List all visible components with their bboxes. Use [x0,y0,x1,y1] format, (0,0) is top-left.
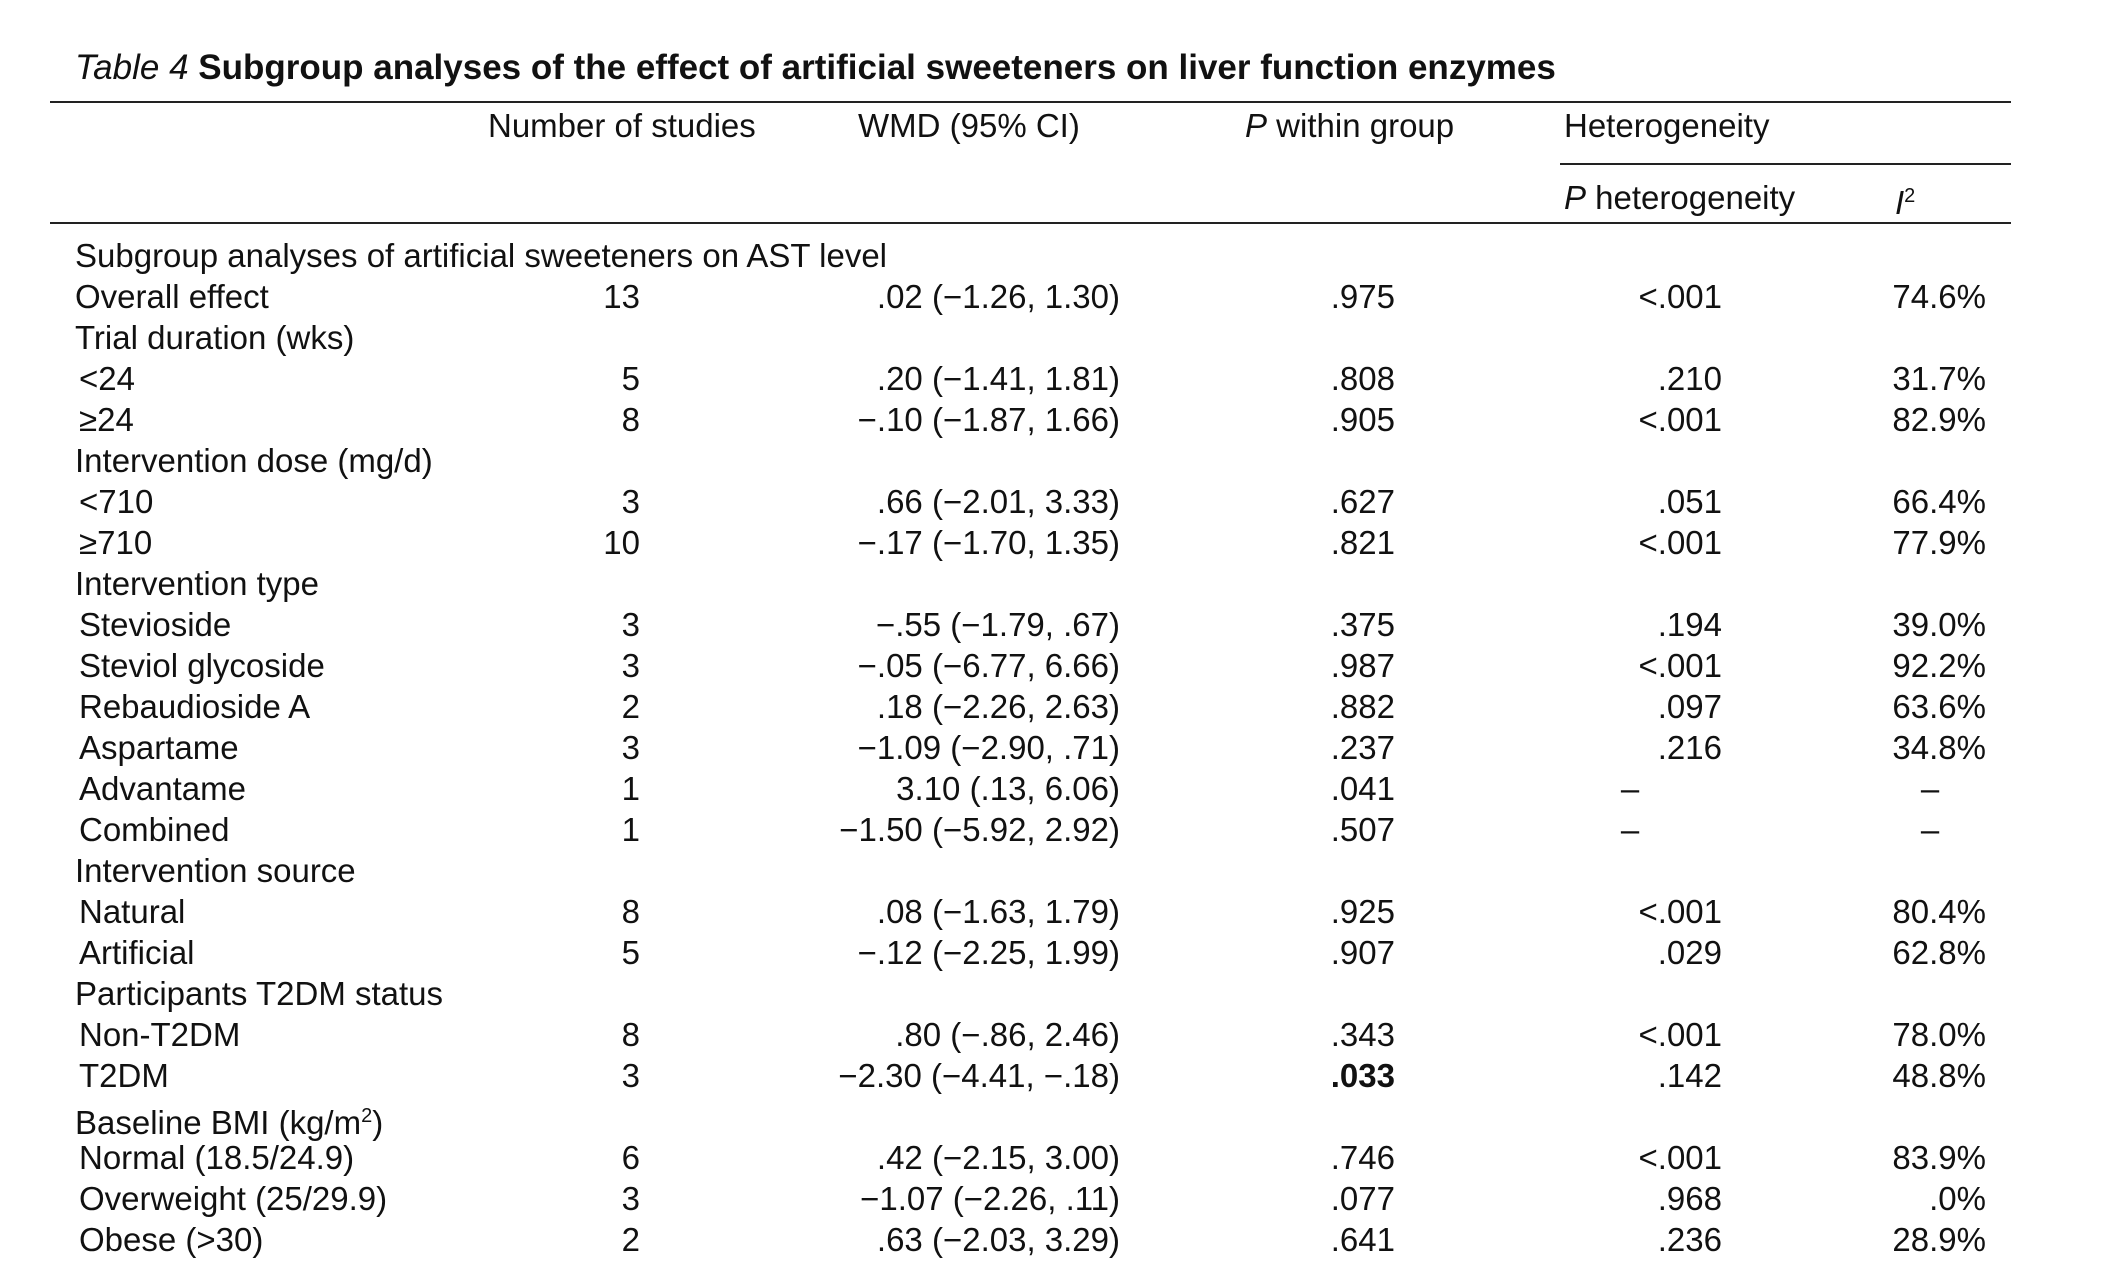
table-label: Table 4 [75,48,189,87]
cell-i2: 39.0% [1892,606,1986,643]
cell-number-of-studies: 3 [621,647,640,684]
table-row [0,645,2111,686]
cell-number-of-studies: 8 [621,1016,640,1053]
cell-wmd: .08 (−1.63, 1.79) [876,893,1120,930]
row-label-text: Overweight (25/29.9) [79,1180,388,1217]
cell-p-within: .375 [1330,606,1395,643]
header-wmd: WMD (95% CI) [858,107,1080,144]
table-title-text: Subgroup analyses of the effect of artificial sweeteners on liver function enzymes [198,48,1556,87]
cell-p-heterogeneity: .051 [1657,483,1722,520]
row-label-text: Intervention dose (mg/d) [75,442,433,479]
cell-p-within: .882 [1330,688,1395,725]
table-group-row [0,850,2111,891]
cell-p-within: .987 [1330,647,1395,684]
table-group-row [0,563,2111,604]
cell-p-heterogeneity: .194 [1657,606,1722,643]
table-row [0,1137,2111,1178]
cell-p-heterogeneity: .236 [1657,1221,1722,1258]
row-label-text: Trial duration (wks) [75,319,355,356]
header-heterogeneity: Heterogeneity [1564,107,1770,144]
cell-wmd: .20 (−1.41, 1.81) [876,360,1120,397]
table-row [0,686,2111,727]
header-i2 [1895,176,1915,223]
cell-p-within: .077 [1330,1180,1395,1217]
cell-p-heterogeneity: <.001 [1638,278,1722,315]
row-label [79,809,229,850]
cell-p-within: .237 [1330,729,1395,766]
table-body [0,235,2111,1260]
row-label-text: Subgroup analyses of artificial sweeteners on AST level [75,237,888,274]
cell-wmd: .63 (−2.03, 3.29) [876,1221,1120,1258]
table-row [0,891,2111,932]
row-label-text: T2DM [79,1057,169,1094]
cell-wmd: −1.07 (−2.26, .11) [860,1180,1120,1217]
header-p-het-text: heterogeneity [1586,179,1796,216]
top-rule [50,101,2011,103]
row-label [79,1178,387,1219]
cell-p-heterogeneity: <.001 [1638,1016,1722,1053]
header-studies: Number of studies [488,107,756,144]
cell-wmd: .02 (−1.26, 1.30) [876,278,1120,315]
row-label [75,1096,383,1143]
table-title [75,44,1556,92]
row-label [79,645,325,686]
cell-number-of-studies: 8 [621,893,640,930]
cell-wmd: .80 (−.86, 2.46) [895,1016,1120,1053]
cell-number-of-studies: 3 [621,1180,640,1217]
cell-wmd: −1.50 (−5.92, 2.92) [839,811,1120,848]
header-p-within-p: P [1245,107,1268,144]
header-p-within-text: within group [1267,107,1455,144]
table-row [0,768,2111,809]
cell-wmd: −.05 (−6.77, 6.66) [857,647,1120,684]
row-label-text: Normal (18.5/24.9) [79,1139,355,1176]
cell-i2: 92.2% [1892,647,1986,684]
cell-p-within: .033 [1330,1057,1395,1094]
table-row [0,604,2111,645]
cell-i2: 80.4% [1892,893,1986,930]
table-group-row [0,317,2111,358]
table-row [0,358,2111,399]
cell-wmd: .42 (−2.15, 3.00) [876,1139,1120,1176]
cell-p-within: .925 [1330,893,1395,930]
row-label-text: Baseline BMI (kg/m [75,1104,362,1141]
cell-p-within: .907 [1330,934,1395,971]
cell-i2: – [1920,811,1940,848]
row-label [79,604,231,645]
cell-i2: 83.9% [1892,1139,1986,1176]
cell-p-heterogeneity: – [1620,811,1640,848]
cell-wmd: −.12 (−2.25, 1.99) [857,934,1120,971]
row-label [79,1014,240,1055]
row-label-text: ≥710 [79,524,153,561]
cell-p-within: .627 [1330,483,1395,520]
cell-p-heterogeneity: <.001 [1638,1139,1722,1176]
row-label [79,1137,354,1178]
cell-i2: 62.8% [1892,934,1986,971]
cell-i2: .0% [1929,1180,1986,1217]
header-i2-i: I [1895,184,1905,221]
row-label-text: Steviol glycoside [79,647,325,684]
cell-i2: 34.8% [1892,729,1986,766]
row-label-text: Stevioside [79,606,232,643]
row-label [75,440,433,481]
row-label-text: Intervention source [75,852,356,889]
cell-p-heterogeneity: .216 [1657,729,1722,766]
row-label [79,481,153,522]
cell-p-heterogeneity: .968 [1657,1180,1722,1217]
cell-p-within: .821 [1330,524,1395,561]
cell-p-within: .507 [1330,811,1395,848]
cell-wmd: −1.09 (−2.90, .71) [857,729,1120,766]
row-label [79,522,152,563]
row-label [75,317,354,358]
cell-p-within: .641 [1330,1221,1395,1258]
cell-i2: – [1920,770,1940,807]
cell-p-heterogeneity: <.001 [1638,893,1722,930]
row-label-text: Intervention type [75,565,319,602]
cell-p-within: .975 [1330,278,1395,315]
cell-number-of-studies: 3 [621,1057,640,1094]
cell-wmd: −2.30 (−4.41, −.18) [838,1057,1120,1094]
table-row [0,809,2111,850]
table-group-row [0,235,2111,276]
cell-wmd: 3.10 (.13, 6.06) [896,770,1120,807]
table-row [0,1055,2111,1096]
cell-number-of-studies: 5 [621,934,640,971]
row-label [75,276,269,317]
cell-p-heterogeneity: .210 [1657,360,1722,397]
header-i2-sup: 2 [1904,185,1916,207]
heterogeneity-rule [1560,163,2011,165]
row-label [79,727,239,768]
table-group-row [0,440,2111,481]
table-row [0,522,2111,563]
row-label-text: Advantame [79,770,246,807]
cell-wmd: .66 (−2.01, 3.33) [876,483,1120,520]
cell-number-of-studies: 3 [621,483,640,520]
row-label-text: Natural [79,893,186,930]
cell-number-of-studies: 10 [603,524,640,561]
table-row [0,932,2111,973]
row-label-text: Aspartame [79,729,239,766]
row-label-text: Rebaudioside A [79,688,311,725]
cell-p-heterogeneity: – [1620,770,1640,807]
cell-wmd: −.55 (−1.79, .67) [875,606,1120,643]
row-label [79,1055,169,1096]
cell-wmd: .18 (−2.26, 2.63) [876,688,1120,725]
cell-p-within: .808 [1330,360,1395,397]
row-label-text: Participants T2DM status [75,975,444,1012]
cell-p-heterogeneity: <.001 [1638,647,1722,684]
cell-i2: 82.9% [1892,401,1986,438]
table-group-row [0,1096,2111,1141]
row-label-text: ≥24 [79,401,134,438]
row-label [79,1219,263,1260]
row-label [79,768,246,809]
cell-number-of-studies: 5 [621,360,640,397]
table-row [0,481,2111,522]
table-group-row [0,973,2111,1014]
header-p-het-p: P [1564,179,1587,216]
cell-number-of-studies: 1 [621,811,640,848]
cell-number-of-studies: 1 [621,770,640,807]
cell-number-of-studies: 8 [621,401,640,438]
cell-p-within: .905 [1330,401,1395,438]
row-label [75,973,443,1014]
header-bottom-rule [50,222,2011,224]
cell-p-within: .343 [1330,1016,1395,1053]
table-row [0,1178,2111,1219]
cell-wmd: −.17 (−1.70, 1.35) [857,524,1120,561]
cell-number-of-studies: 3 [621,606,640,643]
table-row [0,399,2111,440]
table-row [0,1014,2111,1055]
row-label-after: ) [372,1104,384,1141]
row-label [79,932,195,973]
table-row [0,276,2111,317]
header-p-within [1245,106,1454,146]
cell-i2: 66.4% [1892,483,1986,520]
table-row [0,1219,2111,1260]
cell-number-of-studies: 13 [603,278,640,315]
row-label-sup: 2 [361,1105,373,1127]
cell-i2: 63.6% [1892,688,1986,725]
row-label [75,850,356,891]
row-label-text: Overall effect [75,278,269,315]
cell-i2: 74.6% [1892,278,1986,315]
row-label-text: Obese (>30) [79,1221,264,1258]
cell-number-of-studies: 6 [621,1139,640,1176]
cell-number-of-studies: 3 [621,729,640,766]
cell-i2: 78.0% [1892,1016,1986,1053]
row-label [75,235,887,276]
cell-i2: 31.7% [1892,360,1986,397]
row-label-text: Combined [79,811,230,848]
table-row [0,727,2111,768]
cell-wmd: −.10 (−1.87, 1.66) [857,401,1120,438]
row-label-text: Artificial [79,934,195,971]
cell-i2: 28.9% [1892,1221,1986,1258]
cell-p-heterogeneity: .142 [1657,1057,1722,1094]
row-label [79,399,134,440]
cell-p-heterogeneity: .029 [1657,934,1722,971]
cell-p-heterogeneity: <.001 [1638,401,1722,438]
cell-number-of-studies: 2 [621,688,640,725]
cell-p-heterogeneity: <.001 [1638,524,1722,561]
row-label [79,891,185,932]
row-label-text: <710 [79,483,154,520]
header-p-heterogeneity [1564,178,1795,218]
cell-p-heterogeneity: .097 [1657,688,1722,725]
row-label [75,563,319,604]
cell-number-of-studies: 2 [621,1221,640,1258]
row-label-text: Non-T2DM [79,1016,241,1053]
row-label [79,358,135,399]
cell-p-within: .746 [1330,1139,1395,1176]
cell-p-within: .041 [1330,770,1395,807]
row-label [79,686,310,727]
cell-i2: 48.8% [1892,1057,1986,1094]
cell-i2: 77.9% [1892,524,1986,561]
row-label-text: <24 [79,360,135,397]
